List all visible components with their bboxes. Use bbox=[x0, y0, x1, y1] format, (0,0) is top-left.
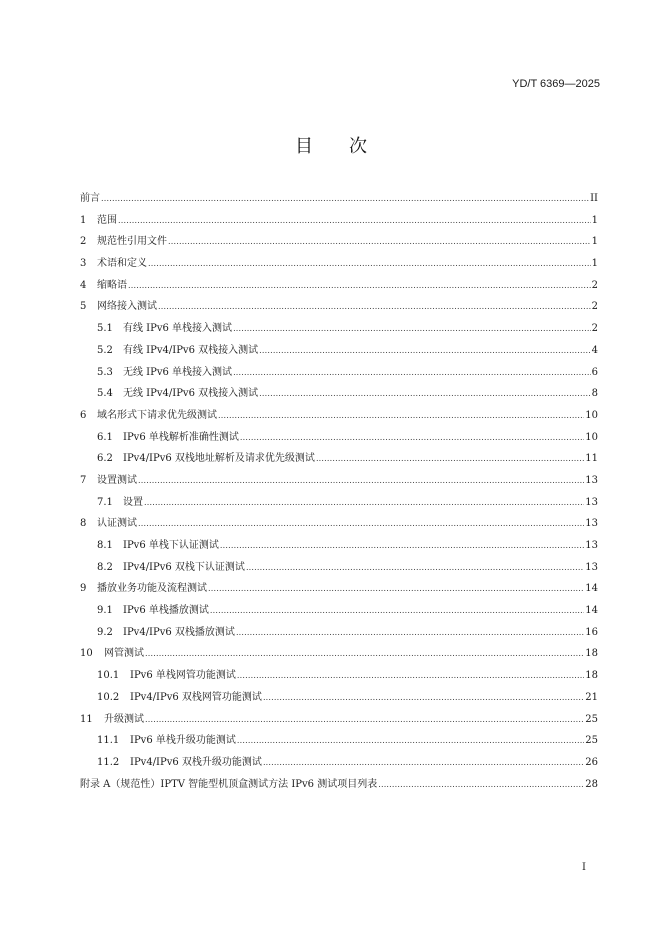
toc-entry-page: 18 bbox=[585, 670, 598, 682]
toc-entry-number: 11 bbox=[80, 713, 93, 725]
toc-entry-number: 5 bbox=[80, 301, 87, 313]
toc-entry[interactable] bbox=[80, 752, 598, 774]
toc-entry[interactable] bbox=[80, 383, 598, 405]
standard-number: YD/T 6369—2025 bbox=[512, 78, 600, 90]
toc-dot-leader bbox=[233, 362, 591, 384]
toc-entry-title: 网管测试 bbox=[104, 648, 144, 660]
toc-entry-number: 10 bbox=[80, 648, 93, 660]
toc-entry-number: 6 bbox=[80, 409, 87, 421]
toc-entry-number: 3 bbox=[80, 258, 87, 270]
toc-entry-number: 4 bbox=[80, 279, 87, 291]
toc-entry-page: 1 bbox=[591, 236, 598, 248]
toc-entry[interactable] bbox=[80, 253, 598, 275]
toc-entry-number: 1 bbox=[80, 214, 87, 226]
page-title: 目次 bbox=[295, 136, 403, 157]
toc-entry[interactable] bbox=[80, 774, 598, 796]
toc-entry[interactable] bbox=[80, 709, 598, 731]
toc-entry-page: 14 bbox=[585, 583, 598, 595]
toc-dot-leader bbox=[233, 318, 591, 340]
toc-dot-leader bbox=[236, 622, 584, 644]
toc-entry[interactable] bbox=[80, 210, 598, 232]
toc-entry-number: 5.2 bbox=[97, 344, 113, 356]
toc-dot-leader bbox=[138, 513, 584, 535]
toc-entry-title: IPv6 单栈解析准确性测试 bbox=[123, 431, 239, 443]
toc-dot-leader bbox=[246, 557, 584, 579]
toc-entry[interactable] bbox=[80, 513, 598, 535]
toc-entry-number: 11.2 bbox=[97, 756, 120, 768]
toc-dot-leader bbox=[218, 405, 584, 427]
toc-entry[interactable] bbox=[80, 730, 598, 752]
toc-entry-title: 设置 bbox=[123, 496, 143, 508]
toc-entry-number: 7 bbox=[80, 474, 87, 486]
toc-entry[interactable] bbox=[80, 535, 598, 557]
toc-dot-leader bbox=[237, 665, 584, 687]
toc-entry[interactable] bbox=[80, 296, 598, 318]
toc-entry-page: 13 bbox=[585, 474, 598, 486]
toc-dot-leader bbox=[145, 643, 584, 665]
toc-entry-page: 13 bbox=[585, 518, 598, 530]
toc-entry-title: IPv6 单栈播放测试 bbox=[123, 605, 209, 617]
toc-entry-number: 10.2 bbox=[97, 691, 120, 703]
page-number: I bbox=[582, 862, 586, 873]
toc-entry-title: 术语和定义 bbox=[97, 258, 147, 270]
toc-entry-number: 8 bbox=[80, 518, 87, 530]
toc-entry-title: 设置测试 bbox=[97, 474, 137, 486]
toc-entry-page: 10 bbox=[585, 431, 598, 443]
toc-entry-title: 域名形式下请求优先级测试 bbox=[97, 409, 217, 421]
toc-entry-number: 6.1 bbox=[97, 431, 113, 443]
toc-entry[interactable] bbox=[80, 318, 598, 340]
toc-entry-page: 2 bbox=[591, 323, 598, 335]
toc-dot-leader bbox=[263, 752, 584, 774]
toc-entry-page: 25 bbox=[585, 735, 598, 747]
toc-entry-page: 10 bbox=[585, 409, 598, 421]
toc-entry-page: 8 bbox=[591, 388, 598, 400]
toc-entry-page: 16 bbox=[585, 626, 598, 638]
toc-entry-page: 13 bbox=[585, 540, 598, 551]
toc-dot-leader bbox=[138, 470, 584, 492]
toc-entry-number: 10.1 bbox=[97, 670, 120, 682]
toc-entry-number: 5.4 bbox=[97, 388, 113, 400]
toc-entry[interactable] bbox=[80, 578, 598, 600]
toc-dot-leader bbox=[144, 492, 584, 514]
toc-entry-title: 有线 IPv4/IPv6 双栈接入测试 bbox=[123, 344, 259, 356]
toc-entry[interactable] bbox=[80, 362, 598, 384]
toc-entry-number: 8.1 bbox=[97, 540, 113, 551]
toc-entry-page: 6 bbox=[591, 366, 598, 378]
toc-dot-leader bbox=[101, 188, 589, 210]
toc-entry-number: 2 bbox=[80, 236, 87, 248]
toc-entry-page: 11 bbox=[585, 453, 598, 465]
toc-entry[interactable] bbox=[80, 643, 598, 665]
toc-entry[interactable] bbox=[80, 687, 598, 709]
toc-entry[interactable] bbox=[80, 340, 598, 362]
toc-dot-leader bbox=[118, 210, 591, 232]
toc-entry[interactable] bbox=[80, 470, 598, 492]
toc-entry-number: 7.1 bbox=[97, 496, 113, 508]
toc-entry-page: 1 bbox=[591, 258, 598, 270]
table-of-contents bbox=[80, 188, 598, 795]
toc-entry-title: 升级测试 bbox=[104, 713, 144, 725]
toc-entry-title: 规范性引用文件 bbox=[97, 236, 167, 248]
toc-entry-page: 21 bbox=[585, 691, 598, 703]
toc-entry-page: 18 bbox=[585, 648, 598, 660]
toc-dot-leader bbox=[237, 730, 584, 752]
toc-entry-title: 有线 IPv6 单栈接入测试 bbox=[123, 323, 233, 335]
toc-dot-leader bbox=[259, 340, 591, 362]
toc-entry-page: 28 bbox=[585, 778, 598, 790]
toc-entry[interactable] bbox=[80, 188, 598, 210]
toc-entry[interactable] bbox=[80, 665, 598, 687]
toc-entry-number: 9.1 bbox=[97, 605, 113, 617]
toc-dot-leader bbox=[259, 383, 591, 405]
toc-entry-title: 网络接入测试 bbox=[97, 301, 157, 313]
toc-entry-page: 14 bbox=[585, 605, 598, 617]
toc-dot-leader bbox=[263, 687, 584, 709]
toc-dot-leader bbox=[158, 296, 591, 318]
toc-entry-page: II bbox=[590, 193, 598, 204]
toc-dot-leader bbox=[208, 578, 584, 600]
toc-entry-page: 13 bbox=[585, 561, 598, 573]
toc-entry-page: 25 bbox=[585, 713, 598, 725]
toc-entry-page: 26 bbox=[585, 756, 598, 768]
toc-entry-page: 13 bbox=[585, 496, 598, 508]
toc-dot-leader bbox=[128, 275, 591, 297]
toc-entry-page: 1 bbox=[591, 214, 598, 226]
toc-entry[interactable] bbox=[80, 427, 598, 449]
toc-entry[interactable] bbox=[80, 405, 598, 427]
toc-entry[interactable] bbox=[80, 231, 598, 253]
toc-entry-title: 无线 IPv6 单栈接入测试 bbox=[123, 366, 233, 378]
toc-dot-leader bbox=[145, 709, 584, 731]
toc-entry-title: 播放业务功能及流程测试 bbox=[97, 583, 207, 595]
toc-entry-title: IPv4/IPv6 双栈地址解析及请求优先级测试 bbox=[123, 453, 315, 465]
toc-entry-page: 2 bbox=[591, 279, 598, 291]
toc-entry-title: IPv6 单栈下认证测试 bbox=[123, 540, 219, 551]
toc-entry[interactable] bbox=[80, 492, 598, 514]
toc-dot-leader bbox=[378, 774, 584, 796]
toc-dot-leader bbox=[148, 253, 591, 275]
toc-entry-title: 认证测试 bbox=[97, 518, 137, 530]
toc-entry-title: 无线 IPv4/IPv6 双栈接入测试 bbox=[123, 388, 259, 400]
toc-entry-title: 前言 bbox=[80, 193, 100, 204]
toc-dot-leader bbox=[316, 448, 584, 470]
toc-entry-number: 8.2 bbox=[97, 561, 113, 573]
toc-entry-page: 4 bbox=[591, 344, 598, 356]
toc-entry-title: 范围 bbox=[97, 214, 117, 226]
toc-entry-title: IPv6 单栈网管功能测试 bbox=[130, 670, 236, 682]
toc-entry-page: 2 bbox=[591, 301, 598, 313]
toc-entry-title: IPv4/IPv6 双栈播放测试 bbox=[123, 626, 235, 638]
toc-entry[interactable] bbox=[80, 557, 598, 579]
toc-entry-title: IPv4/IPv6 双栈下认证测试 bbox=[123, 561, 245, 573]
toc-entry-number: 6.2 bbox=[97, 453, 113, 465]
toc-entry-number: 5.1 bbox=[97, 323, 113, 335]
toc-entry[interactable] bbox=[80, 448, 598, 470]
toc-entry-title: IPv4/IPv6 双栈升级功能测试 bbox=[130, 756, 262, 768]
toc-entry-number: 9 bbox=[80, 583, 87, 595]
toc-dot-leader bbox=[240, 427, 584, 449]
toc-entry[interactable] bbox=[80, 275, 598, 297]
toc-entry-title: 附录 A（规范性）IPTV 智能型机顶盒测试方法 IPv6 测试项目列表 bbox=[80, 778, 378, 790]
toc-dot-leader bbox=[210, 600, 584, 622]
toc-entry[interactable] bbox=[80, 622, 598, 644]
toc-entry-number: 9.2 bbox=[97, 626, 113, 638]
toc-entry-title: IPv4/IPv6 双栈网管功能测试 bbox=[130, 691, 262, 703]
toc-entry[interactable] bbox=[80, 600, 598, 622]
toc-dot-leader bbox=[220, 535, 584, 557]
toc-entry-title: IPv6 单栈升级功能测试 bbox=[130, 735, 236, 747]
toc-entry-number: 5.3 bbox=[97, 366, 113, 378]
toc-entry-number: 11.1 bbox=[97, 735, 120, 747]
toc-entry-title: 缩略语 bbox=[97, 279, 127, 291]
toc-dot-leader bbox=[168, 231, 591, 253]
